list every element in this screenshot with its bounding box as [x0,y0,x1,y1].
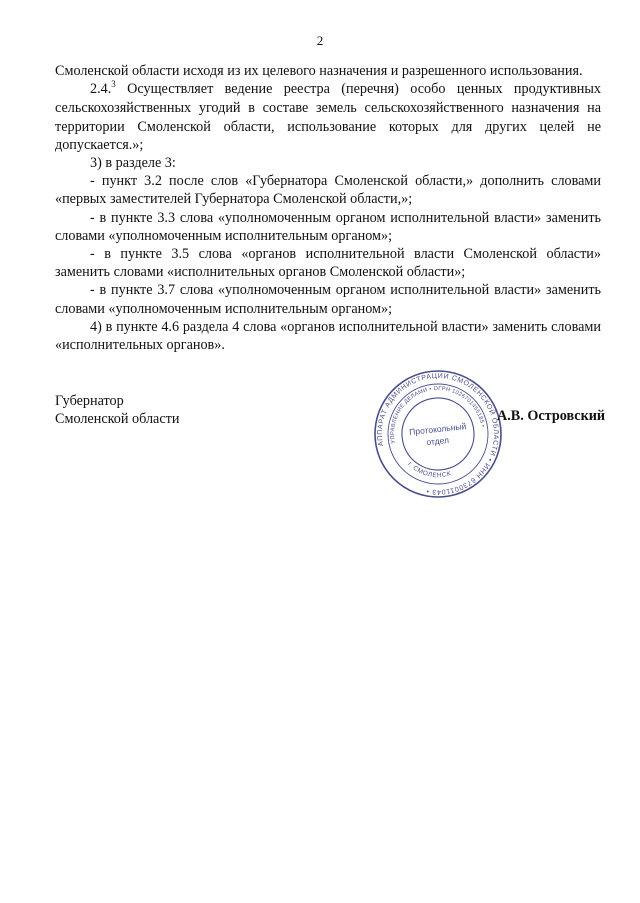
official-seal-stamp [372,368,504,500]
clause-text: Осуществляет ведение реестра (перечня) особо ценных продуктивных сельскохозяйственных угодий в составе земель сельскохозяйственного назначения на территории Смоленской области, использование которых для других целей не допускается.»; [55,81,601,153]
signatory-title [55,392,179,428]
seal-outer-text: АППАРАТ АДМИНИСТРАЦИИ СМОЛЕНСКОЙ ОБЛАСТИ • ИНН 6730011043 • [376,372,500,496]
document-body [55,62,601,354]
seal-city-text: г. СМОЛЕНСК [406,460,453,480]
paragraph-2-4-3 [55,80,601,154]
paragraph: Смоленской области исходя из их целевого назначения и разрешенного использования. [55,63,583,79]
paragraph: - в пункте 3.7 слова «уполномоченным органом исполнительной власти» заменить словами «уполномоченным исполнительным органом»; [55,282,601,317]
page-number: 2 [316,33,324,48]
seal-center-line: отдел [425,434,450,448]
seal-inner-text: УПРАВЛЕНИЕ ДЕЛАМИ • ОГРН 1026701455185 • [389,385,486,444]
paragraph: - пункт 3.2 после слов «Губернатора Смоленской области,» дополнить словами «первых заместителей Губернатора Смоленской области,»; [55,173,601,208]
clause-number: 2.4. [90,81,112,98]
paragraph: - в пункте 3.3 слова «уполномоченным органом исполнительной власти» заменить словами «уполномоченным исполнительным органом»; [55,209,601,244]
paragraph: 4) в пункте 4.6 раздела 4 слова «органов исполнительной власти» заменить словами «исполнительных органов». [55,318,601,354]
paragraph: 3) в разделе 3: [90,155,176,172]
seal-center-line: Протокольный [408,421,467,437]
clause-superscript: 3 [111,79,116,90]
svg-text:г. СМОЛЕНСК [406,461,452,480]
signatory-title-line: Смоленской области [55,411,180,428]
paragraph: - в пункте 3.5 слова «органов исполнительной власти Смоленской области» заменить словами «исполнительных органов Смоленской области»; [55,246,601,281]
signatory-title-line: Губернатор [55,393,124,409]
signatory-name: А.В. Островский [497,408,606,424]
